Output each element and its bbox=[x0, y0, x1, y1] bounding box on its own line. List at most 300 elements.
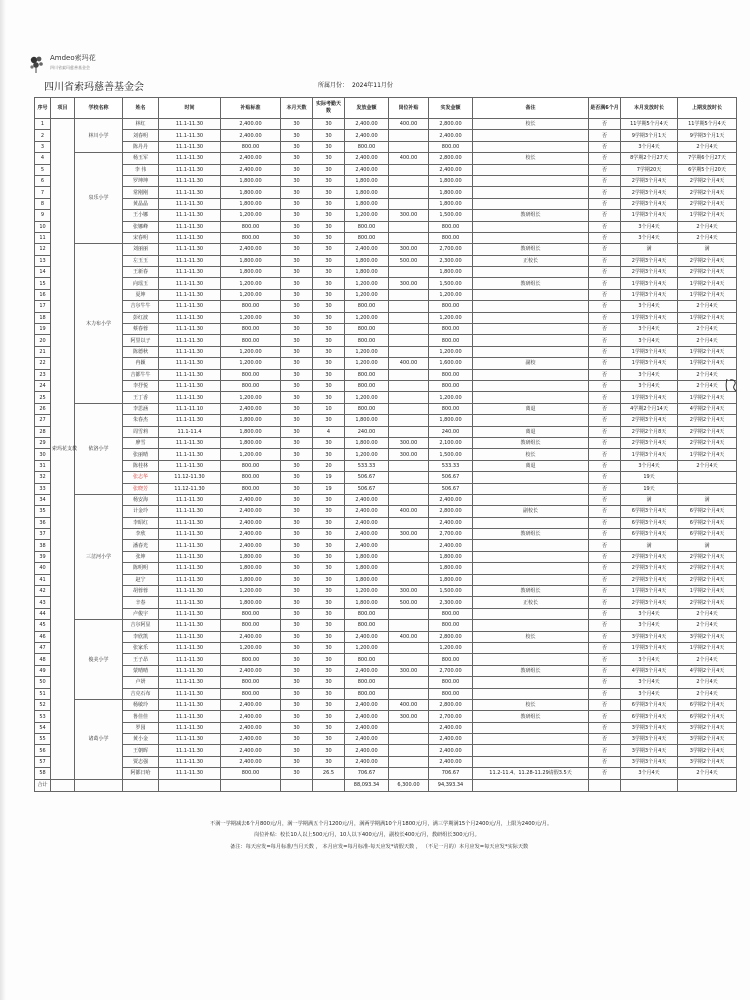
row-number: 39 bbox=[35, 551, 51, 562]
row-number: 18 bbox=[35, 312, 51, 323]
flower-logo-icon bbox=[28, 54, 46, 74]
post-allowance bbox=[389, 620, 429, 631]
remark bbox=[473, 483, 589, 494]
attendance-days: 30 bbox=[313, 734, 345, 745]
remark bbox=[473, 415, 589, 426]
table-row bbox=[35, 711, 737, 722]
last-period-duration: 满 bbox=[678, 244, 737, 255]
last-period-duration: 4学期2个月4天 bbox=[678, 403, 737, 414]
remark bbox=[473, 574, 589, 585]
actual-amount: 800.00 bbox=[429, 335, 473, 346]
post-allowance: 300.00 bbox=[389, 278, 429, 289]
over-six-months: 否 bbox=[589, 267, 621, 278]
empty-cell bbox=[678, 779, 737, 791]
table-body bbox=[35, 119, 737, 792]
over-six-months: 否 bbox=[589, 175, 621, 186]
over-six-months: 否 bbox=[589, 642, 621, 653]
month-days: 30 bbox=[281, 574, 313, 585]
attendance-days: 30 bbox=[313, 597, 345, 608]
table-row bbox=[35, 494, 737, 505]
last-period-duration: 2个月4天 bbox=[678, 221, 737, 232]
row-number: 40 bbox=[35, 563, 51, 574]
attendance-days: 30 bbox=[313, 324, 345, 335]
table-row bbox=[35, 722, 737, 733]
this-month-duration: 7学期20天 bbox=[621, 164, 678, 175]
remark: 教研组长 bbox=[473, 210, 589, 221]
payout-amount: 800.00 bbox=[345, 608, 389, 619]
teacher-name: 计金玲 bbox=[123, 506, 159, 517]
column-header: 实际考勤天数 bbox=[313, 98, 345, 119]
table-row bbox=[35, 255, 737, 266]
this-month-duration: 11学期5个月4天 bbox=[621, 119, 678, 130]
table-row bbox=[35, 392, 737, 403]
period: 11.1-11.30 bbox=[159, 392, 221, 403]
this-month-duration: 2学期3个月4天 bbox=[621, 574, 678, 585]
stipend-table bbox=[34, 97, 737, 792]
period: 11.1-11.30 bbox=[159, 437, 221, 448]
post-allowance bbox=[389, 141, 429, 152]
teacher-name: 王小娜 bbox=[123, 210, 159, 221]
row-number: 2 bbox=[35, 130, 51, 141]
over-six-months: 否 bbox=[589, 346, 621, 357]
row-number: 8 bbox=[35, 198, 51, 209]
payout-amount: 1,200.00 bbox=[345, 210, 389, 221]
actual-amount: 800.00 bbox=[429, 324, 473, 335]
remark bbox=[473, 722, 589, 733]
payout-amount: 1,800.00 bbox=[345, 563, 389, 574]
empty-cell bbox=[123, 779, 159, 791]
stipend-standard: 2,400.00 bbox=[221, 734, 281, 745]
attendance-days: 30 bbox=[313, 335, 345, 346]
over-six-months: 否 bbox=[589, 278, 621, 289]
attendance-days: 30 bbox=[313, 153, 345, 164]
period: 11.1-11.30 bbox=[159, 631, 221, 642]
last-period-duration: 1学期2个月4天 bbox=[678, 346, 737, 357]
actual-amount: 2,400.00 bbox=[429, 494, 473, 505]
period: 11.1-11.30 bbox=[159, 255, 221, 266]
over-six-months: 否 bbox=[589, 187, 621, 198]
row-number: 35 bbox=[35, 506, 51, 517]
post-allowance: 300.00 bbox=[389, 665, 429, 676]
project-name: 索玛花支教 bbox=[51, 119, 75, 780]
remark bbox=[473, 688, 589, 699]
month-days: 30 bbox=[281, 187, 313, 198]
stipend-standard: 1,200.00 bbox=[221, 312, 281, 323]
remark: 正校长 bbox=[473, 597, 589, 608]
teacher-name: 蒙晴晴 bbox=[123, 665, 159, 676]
this-month-duration: 3个月4天 bbox=[621, 608, 678, 619]
this-month-duration: 3个月4天 bbox=[621, 324, 678, 335]
actual-amount: 506.67 bbox=[429, 472, 473, 483]
remark bbox=[473, 494, 589, 505]
row-number: 1 bbox=[35, 119, 51, 130]
row-number: 48 bbox=[35, 654, 51, 665]
last-period-duration: 3学期2个月4天 bbox=[678, 734, 737, 745]
over-six-months: 否 bbox=[589, 745, 621, 756]
payout-amount: 2,400.00 bbox=[345, 665, 389, 676]
period: 11.1-11.30 bbox=[159, 642, 221, 653]
stipend-standard: 800.00 bbox=[221, 608, 281, 619]
remark bbox=[473, 164, 589, 175]
stipend-standard: 2,400.00 bbox=[221, 631, 281, 642]
teacher-name: 胡蓉蓉 bbox=[123, 586, 159, 597]
table-row bbox=[35, 130, 737, 141]
stipend-standard: 2,400.00 bbox=[221, 119, 281, 130]
this-month-duration: 3个月4天 bbox=[621, 677, 678, 688]
post-allowance bbox=[389, 654, 429, 665]
over-six-months: 否 bbox=[589, 699, 621, 710]
table-row bbox=[35, 631, 737, 642]
stipend-standard: 2,400.00 bbox=[221, 517, 281, 528]
this-month-duration: 4学期3个月4天 bbox=[621, 665, 678, 676]
post-allowance bbox=[389, 369, 429, 380]
actual-amount: 240.00 bbox=[429, 426, 473, 437]
table-row bbox=[35, 449, 737, 460]
table-row bbox=[35, 346, 737, 357]
table-row bbox=[35, 665, 737, 676]
stipend-standard: 1,200.00 bbox=[221, 210, 281, 221]
table-row bbox=[35, 517, 737, 528]
table-row bbox=[35, 460, 737, 471]
this-month-duration: 1学期3个月4天 bbox=[621, 358, 678, 369]
payout-amount: 800.00 bbox=[345, 380, 389, 391]
actual-amount: 2,700.00 bbox=[429, 244, 473, 255]
over-six-months: 否 bbox=[589, 608, 621, 619]
this-month-duration: 3学期3个月4天 bbox=[621, 722, 678, 733]
payout-amount: 1,200.00 bbox=[345, 642, 389, 653]
month-value: 2024年11月份 bbox=[352, 82, 393, 89]
row-number: 13 bbox=[35, 255, 51, 266]
post-allowance bbox=[389, 517, 429, 528]
this-month-duration: 3个月4天 bbox=[621, 620, 678, 631]
teacher-name: 常刚刚 bbox=[123, 187, 159, 198]
period: 11.1-11.30 bbox=[159, 768, 221, 779]
post-allowance bbox=[389, 198, 429, 209]
last-period-duration: 2学期2个月4天 bbox=[678, 551, 737, 562]
teacher-name: 王丁香 bbox=[123, 392, 159, 403]
table-row bbox=[35, 153, 737, 164]
remark bbox=[473, 734, 589, 745]
month-days: 30 bbox=[281, 642, 313, 653]
payout-amount: 1,800.00 bbox=[345, 597, 389, 608]
attendance-days: 30 bbox=[313, 175, 345, 186]
this-month-duration: 2学期3个月4天 bbox=[621, 597, 678, 608]
post-allowance: 400.00 bbox=[389, 699, 429, 710]
empty-cell bbox=[51, 779, 75, 791]
payout-amount: 800.00 bbox=[345, 232, 389, 243]
empty-cell bbox=[621, 779, 678, 791]
table-row bbox=[35, 642, 737, 653]
table-row bbox=[35, 175, 737, 186]
payout-amount: 2,400.00 bbox=[345, 756, 389, 767]
month-label: 所属月份： bbox=[318, 82, 349, 89]
actual-amount: 1,800.00 bbox=[429, 563, 473, 574]
teacher-name: 李思涵 bbox=[123, 403, 159, 414]
table-row bbox=[35, 312, 737, 323]
last-period-duration: 1学期2个月4天 bbox=[678, 289, 737, 300]
attendance-days: 30 bbox=[313, 221, 345, 232]
over-six-months: 否 bbox=[589, 677, 621, 688]
attendance-days: 30 bbox=[313, 631, 345, 642]
remark bbox=[473, 324, 589, 335]
actual-amount: 800.00 bbox=[429, 221, 473, 232]
remark: 离退 bbox=[473, 460, 589, 471]
remark: 11.2-11.4、11.28-11.29请假3.5天 bbox=[473, 768, 589, 779]
last-period-duration: 2个月4天 bbox=[678, 620, 737, 631]
table-row bbox=[35, 608, 737, 619]
row-number: 52 bbox=[35, 699, 51, 710]
post-allowance bbox=[389, 688, 429, 699]
remark: 校长 bbox=[473, 153, 589, 164]
attendance-days: 30 bbox=[313, 278, 345, 289]
period: 11.1-11.30 bbox=[159, 540, 221, 551]
remark: 校长 bbox=[473, 631, 589, 642]
attendance-days: 30 bbox=[313, 198, 345, 209]
last-period-duration: 6学期5个月20天 bbox=[678, 164, 737, 175]
teacher-name: 彭红波 bbox=[123, 312, 159, 323]
table-row bbox=[35, 267, 737, 278]
period: 11.12-11.30 bbox=[159, 483, 221, 494]
stipend-standard: 2,400.00 bbox=[221, 722, 281, 733]
actual-amount: 2,700.00 bbox=[429, 665, 473, 676]
teacher-name: 张晓芳 bbox=[123, 483, 159, 494]
school-name: 林川小学 bbox=[75, 119, 123, 153]
empty-cell bbox=[589, 779, 621, 791]
row-number: 28 bbox=[35, 426, 51, 437]
this-month-duration: 1学期3个月4天 bbox=[621, 210, 678, 221]
actual-amount: 1,500.00 bbox=[429, 586, 473, 597]
row-number: 32 bbox=[35, 472, 51, 483]
period: 11.1-11.30 bbox=[159, 312, 221, 323]
row-number: 5 bbox=[35, 164, 51, 175]
row-number: 23 bbox=[35, 369, 51, 380]
row-number: 56 bbox=[35, 745, 51, 756]
month-days: 30 bbox=[281, 586, 313, 597]
teacher-name: 李欣凯 bbox=[123, 631, 159, 642]
payout-amount: 533.33 bbox=[345, 460, 389, 471]
note-standard: 不满一学期减去6个月800元/月，满一学期满五个月1200元/月，满两学期满10个月1800元/月，满三学期满15个月2400元/月，上限为2400元/月。 bbox=[210, 821, 553, 827]
last-period-duration: 2个月4天 bbox=[678, 380, 737, 391]
remark bbox=[473, 551, 589, 562]
month-days: 30 bbox=[281, 141, 313, 152]
last-period-duration: 11学期5个月4天 bbox=[678, 119, 737, 130]
row-number: 34 bbox=[35, 494, 51, 505]
payout-amount: 1,800.00 bbox=[345, 437, 389, 448]
teacher-name: 林红 bbox=[123, 119, 159, 130]
actual-amount: 1,800.00 bbox=[429, 574, 473, 585]
stipend-standard: 800.00 bbox=[221, 688, 281, 699]
payout-amount: 2,400.00 bbox=[345, 506, 389, 517]
table-row bbox=[35, 415, 737, 426]
period: 11.1-11.30 bbox=[159, 369, 221, 380]
table-row bbox=[35, 324, 737, 335]
period: 11.1-11.30 bbox=[159, 677, 221, 688]
payout-amount: 1,800.00 bbox=[345, 415, 389, 426]
period: 11.1-11.30 bbox=[159, 175, 221, 186]
this-month-duration: 2学期3个月4天 bbox=[621, 415, 678, 426]
post-allowance: 400.00 bbox=[389, 631, 429, 642]
table-row bbox=[35, 563, 737, 574]
actual-amount: 2,800.00 bbox=[429, 506, 473, 517]
over-six-months: 否 bbox=[589, 289, 621, 300]
payout-amount: 1,200.00 bbox=[345, 346, 389, 357]
stipend-standard: 2,400.00 bbox=[221, 711, 281, 722]
stipend-standard: 800.00 bbox=[221, 483, 281, 494]
remark bbox=[473, 392, 589, 403]
over-six-months: 否 bbox=[589, 403, 621, 414]
post-allowance bbox=[389, 734, 429, 745]
teacher-name: 赵宁 bbox=[123, 574, 159, 585]
remark bbox=[473, 312, 589, 323]
period: 11.1-11.30 bbox=[159, 119, 221, 130]
this-month-duration: 2学期3个月4天 bbox=[621, 551, 678, 562]
teacher-name: 黄小金 bbox=[123, 734, 159, 745]
remark: 副校 bbox=[473, 358, 589, 369]
table-row bbox=[35, 677, 737, 688]
post-allowance bbox=[389, 574, 429, 585]
remark bbox=[473, 677, 589, 688]
month-days: 30 bbox=[281, 232, 313, 243]
remark bbox=[473, 620, 589, 631]
month-days: 30 bbox=[281, 506, 313, 517]
month-days: 30 bbox=[281, 472, 313, 483]
post-allowance bbox=[389, 642, 429, 653]
actual-amount: 800.00 bbox=[429, 608, 473, 619]
last-period-duration: 2学期2个月4天 bbox=[678, 574, 737, 585]
table-row bbox=[35, 586, 737, 597]
table-row bbox=[35, 620, 737, 631]
remark: 教研组长 bbox=[473, 278, 589, 289]
period: 11.1-11.30 bbox=[159, 380, 221, 391]
foundation-logo bbox=[28, 52, 148, 78]
payout-amount: 1,200.00 bbox=[345, 289, 389, 300]
row-number: 58 bbox=[35, 768, 51, 779]
row-number: 24 bbox=[35, 380, 51, 391]
post-allowance bbox=[389, 551, 429, 562]
last-period-duration: 1学期2个月4天 bbox=[678, 449, 737, 460]
row-number: 57 bbox=[35, 756, 51, 767]
stipend-standard: 2,400.00 bbox=[221, 506, 281, 517]
this-month-duration: 9学期3个月1天 bbox=[621, 130, 678, 141]
table-row bbox=[35, 164, 737, 175]
over-six-months: 否 bbox=[589, 380, 621, 391]
over-six-months: 否 bbox=[589, 574, 621, 585]
attendance-days: 30 bbox=[313, 540, 345, 551]
actual-amount: 2,400.00 bbox=[429, 722, 473, 733]
this-month-duration: 19天 bbox=[621, 472, 678, 483]
stipend-standard: 2,400.00 bbox=[221, 164, 281, 175]
over-six-months: 否 bbox=[589, 460, 621, 471]
note-remarks: 备注：每天应发=每月标准/当月天数 ， 本月应发=每月标准-每天应发*请假天数 ， （不足一月的）本月应发=每天应发*实际天数 bbox=[230, 844, 529, 850]
payout-amount: 2,400.00 bbox=[345, 244, 389, 255]
row-number: 25 bbox=[35, 392, 51, 403]
last-period-duration: 6学期2个月4天 bbox=[678, 517, 737, 528]
post-allowance: 300.00 bbox=[389, 586, 429, 597]
teacher-name: 王子昂 bbox=[123, 654, 159, 665]
teacher-name: 李欣 bbox=[123, 529, 159, 540]
this-month-duration: 6学期3个月4天 bbox=[621, 529, 678, 540]
stipend-standard: 800.00 bbox=[221, 472, 281, 483]
attendance-days: 30 bbox=[313, 745, 345, 756]
actual-amount: 2,800.00 bbox=[429, 699, 473, 710]
row-number: 50 bbox=[35, 677, 51, 688]
this-month-duration: 19天 bbox=[621, 483, 678, 494]
stipend-standard: 2,400.00 bbox=[221, 153, 281, 164]
this-month-duration: 3个月4天 bbox=[621, 380, 678, 391]
actual-amount: 2,400.00 bbox=[429, 540, 473, 551]
row-number: 15 bbox=[35, 278, 51, 289]
row-number: 54 bbox=[35, 722, 51, 733]
month-days: 30 bbox=[281, 369, 313, 380]
over-six-months: 否 bbox=[589, 756, 621, 767]
post-allowance bbox=[389, 768, 429, 779]
month-days: 30 bbox=[281, 380, 313, 391]
last-period-duration: 2个月4天 bbox=[678, 232, 737, 243]
payout-amount: 1,800.00 bbox=[345, 187, 389, 198]
stipend-standard: 1,200.00 bbox=[221, 642, 281, 653]
row-number: 27 bbox=[35, 415, 51, 426]
actual-amount: 1,800.00 bbox=[429, 267, 473, 278]
month-days: 30 bbox=[281, 278, 313, 289]
column-header: 实发金额 bbox=[429, 98, 473, 119]
month-days: 30 bbox=[281, 153, 313, 164]
actual-amount: 1,800.00 bbox=[429, 175, 473, 186]
month-days: 30 bbox=[281, 267, 313, 278]
teacher-name: 杨敏玲 bbox=[123, 699, 159, 710]
over-six-months: 否 bbox=[589, 392, 621, 403]
attendance-days: 30 bbox=[313, 711, 345, 722]
teacher-name: 阿里以子 bbox=[123, 335, 159, 346]
period: 11.1-11.30 bbox=[159, 517, 221, 528]
actual-amount: 1,200.00 bbox=[429, 392, 473, 403]
month-days: 30 bbox=[281, 358, 313, 369]
payout-amount: 1,200.00 bbox=[345, 449, 389, 460]
payout-amount: 800.00 bbox=[345, 688, 389, 699]
teacher-name: 夏坤 bbox=[123, 289, 159, 300]
this-month-duration: 1学期3个月4天 bbox=[621, 449, 678, 460]
stipend-standard: 1,800.00 bbox=[221, 597, 281, 608]
period: 11.1-11.30 bbox=[159, 210, 221, 221]
over-six-months: 否 bbox=[589, 620, 621, 631]
payout-amount: 800.00 bbox=[345, 324, 389, 335]
table-row bbox=[35, 358, 737, 369]
month-days: 30 bbox=[281, 335, 313, 346]
post-allowance bbox=[389, 494, 429, 505]
post-allowance bbox=[389, 608, 429, 619]
period: 11.1-11.30 bbox=[159, 358, 221, 369]
remark bbox=[473, 380, 589, 391]
this-month-duration: 3学期3个月4天 bbox=[621, 756, 678, 767]
remark bbox=[473, 175, 589, 186]
stipend-standard: 1,200.00 bbox=[221, 289, 281, 300]
payout-amount: 2,400.00 bbox=[345, 517, 389, 528]
actual-amount: 2,800.00 bbox=[429, 153, 473, 164]
period: 11.1-11.30 bbox=[159, 460, 221, 471]
last-period-duration bbox=[678, 483, 737, 494]
column-header: 序号 bbox=[35, 98, 51, 119]
month-days: 30 bbox=[281, 346, 313, 357]
row-number: 22 bbox=[35, 358, 51, 369]
actual-amount: 506.67 bbox=[429, 483, 473, 494]
total-payout: 88,093.34 bbox=[345, 779, 389, 791]
teacher-name: 向瑶玉 bbox=[123, 278, 159, 289]
period: 11.1-11.30 bbox=[159, 711, 221, 722]
table-row bbox=[35, 301, 737, 312]
stipend-standard: 1,800.00 bbox=[221, 187, 281, 198]
this-month-duration: 6学期3个月4天 bbox=[621, 506, 678, 517]
actual-amount: 1,800.00 bbox=[429, 415, 473, 426]
over-six-months: 否 bbox=[589, 654, 621, 665]
